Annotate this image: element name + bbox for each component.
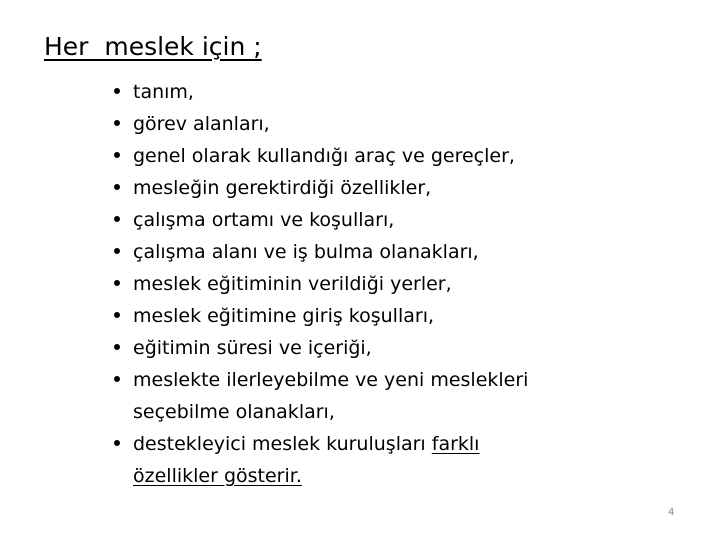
slide-title: Her meslek için ; [44,32,262,61]
bullet-text-plain: destekleyici meslek kuruluşları [133,433,432,455]
bullet-text: tanım, [133,81,194,103]
bullet-list [112,76,672,492]
bullet-item [112,172,672,204]
bullet-text: genel olarak kullandığı araç ve gereçler, [133,145,515,167]
bullet-item [112,268,672,300]
bullet-text: çalışma ortamı ve koşulları, [133,209,395,231]
bullet-dot-icon [114,312,120,318]
bullet-text-underlined: farklı [431,433,480,455]
bullet-text: eğitimin süresi ve içeriği, [133,337,372,359]
bullet-item [112,236,672,268]
bullet-item [112,364,672,428]
bullet-text-line-2: seçebilme olanakları, [133,401,335,423]
bullet-item [112,428,672,492]
bullet-dot-icon [114,280,120,286]
bullet-item [112,332,672,364]
bullet-text-line-2: özellikler gösterir. [133,465,302,487]
bullet-text: çalışma alanı ve iş bulma olanakları, [133,241,479,263]
bullet-dot-icon [114,152,120,158]
bullet-dot-icon [114,216,120,222]
bullet-item [112,300,672,332]
bullet-item [112,140,672,172]
bullet-dot-icon [114,376,120,382]
bullet-dot-icon [114,120,120,126]
bullet-item [112,76,672,108]
bullet-dot-icon [114,184,120,190]
bullet-item [112,108,672,140]
bullet-dot-icon [114,88,120,94]
bullet-text-line-1: meslekte ilerleyebilme ve yeni meslekleri [133,369,529,391]
bullet-dot-icon [114,344,120,350]
bullet-text-line-1 [133,428,672,460]
bullet-text: mesleğin gerektirdiği özellikler, [133,177,432,199]
bullet-text: görev alanları, [133,113,270,135]
bullet-item [112,204,672,236]
bullet-dot-icon [114,248,120,254]
bullet-text: meslek eğitiminin verildiği yerler, [133,273,452,295]
bullet-text: meslek eğitimine giriş koşulları, [133,305,435,327]
page-number: 4 [668,507,675,518]
bullet-dot-icon [114,440,120,446]
